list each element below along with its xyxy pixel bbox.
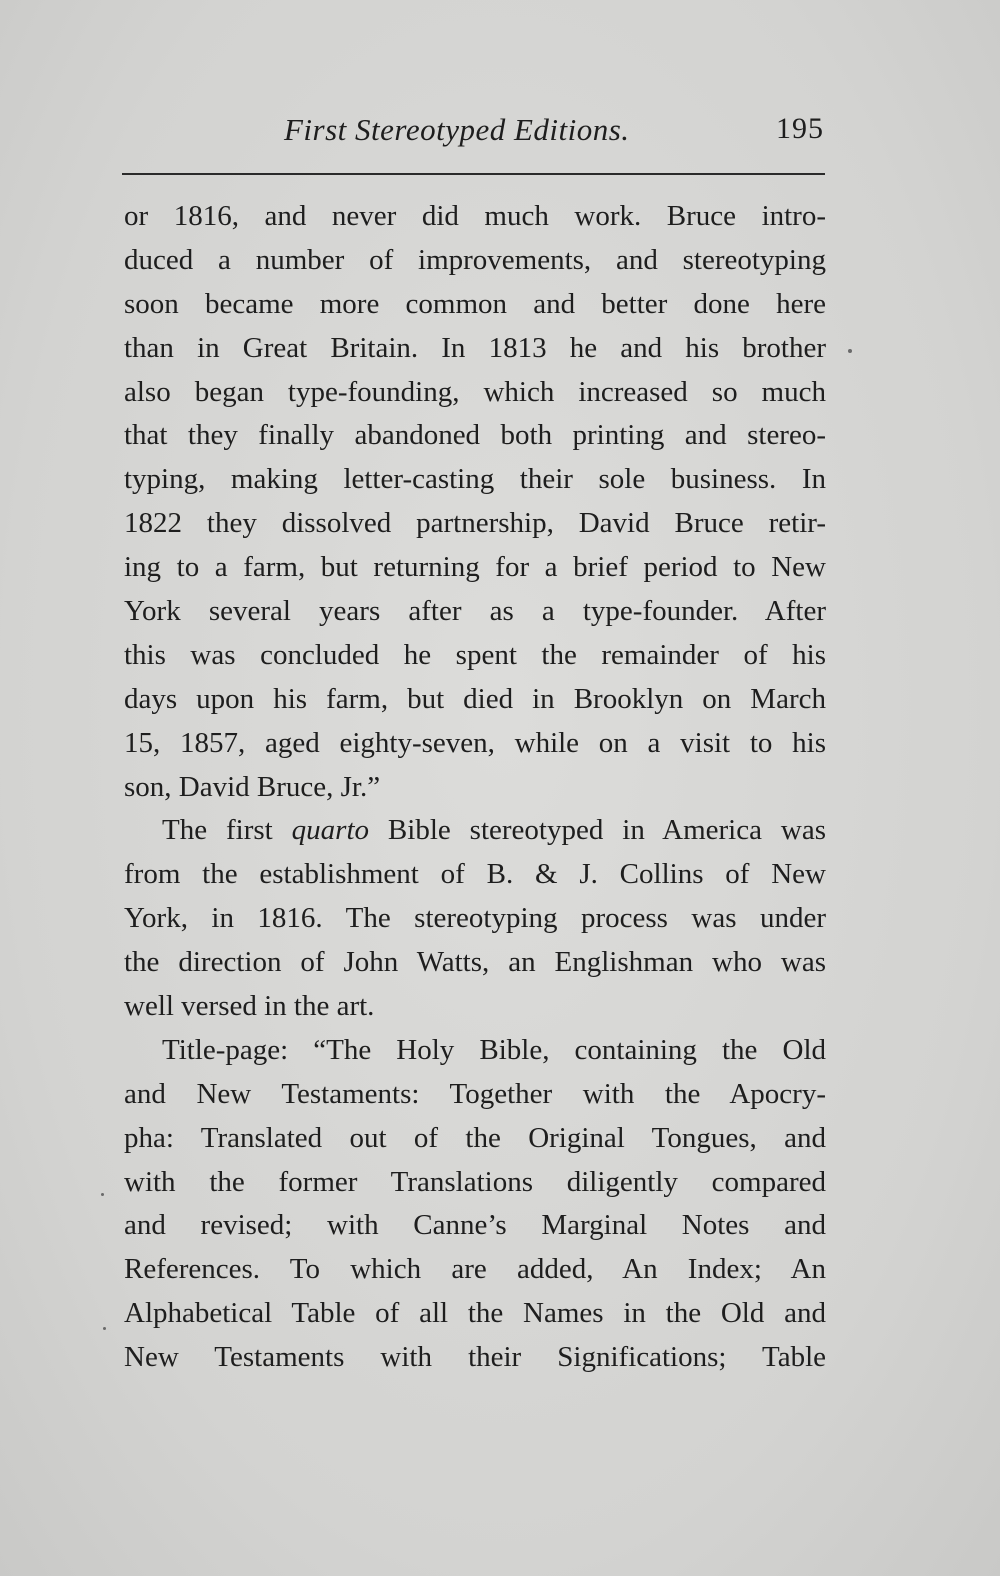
text-line: than in Great Britain. In 1813 he and his brother — [124, 331, 826, 364]
text-line: this was concluded he spent the remainder of his — [124, 638, 826, 671]
paper-speck — [101, 1193, 104, 1196]
text-line: The first quarto Bible stereotyped in America was — [162, 814, 826, 847]
text-line: and revised; with Canne’s Marginal Notes and — [124, 1209, 826, 1242]
text-line: typing, making letter-casting their sole business. In — [124, 463, 826, 496]
text-line: also began type-founding, which increased so much — [124, 375, 826, 408]
text-line: 1822 they dissolved partnership, David Bruce retir- — [124, 507, 826, 540]
italic-word: quarto — [291, 814, 369, 847]
text-line: from the establishment of B. & J. Collins of New — [124, 858, 826, 891]
paper-speck — [103, 1327, 106, 1330]
text-line: the direction of John Watts, an Englishman who was — [124, 946, 826, 979]
body-text — [124, 195, 826, 1380]
text-line: 15, 1857, aged eighty-seven, while on a visit to his — [124, 726, 826, 759]
running-title: First Stereotyped Editions. — [284, 112, 630, 147]
text-line: York, in 1816. The stereotyping process was under — [124, 902, 826, 935]
header-rule — [122, 173, 825, 175]
page-header — [124, 112, 824, 158]
text-line: pha: Translated out of the Original Tongues, and — [124, 1121, 826, 1154]
page-number: 195 — [776, 112, 824, 145]
text-line: New Testaments with their Significations; Table — [124, 1341, 826, 1374]
text-line: soon became more common and better done here — [124, 287, 826, 320]
text-line: and New Testaments: Together with the Apocry- — [124, 1077, 826, 1110]
text-line: duced a number of improvements, and stereotyping — [124, 243, 826, 276]
text-line: son, David Bruce, Jr.” — [124, 770, 381, 803]
text-line: well versed in the art. — [124, 990, 375, 1023]
text-line: References. To which are added, An Index; An — [124, 1253, 826, 1286]
paragraph — [124, 1029, 826, 1380]
text-line: Alphabetical Table of all the Names in the Old and — [124, 1297, 826, 1330]
paragraph — [124, 809, 826, 1028]
text-line: ing to a farm, but returning for a brief period to New — [124, 551, 826, 584]
text-line: Title-page: “The Holy Bible, containing the Old — [162, 1033, 826, 1066]
text-line: with the former Translations diligently compared — [124, 1165, 826, 1198]
text-line: days upon his farm, but died in Brooklyn on March — [124, 682, 826, 715]
text-line: or 1816, and never did much work. Bruce intro- — [124, 200, 826, 232]
paper-speck — [848, 349, 852, 353]
paragraph — [124, 195, 826, 809]
text-line: that they finally abandoned both printing and stereo- — [124, 419, 826, 452]
text-line: York several years after as a type-founder. After — [124, 595, 826, 628]
